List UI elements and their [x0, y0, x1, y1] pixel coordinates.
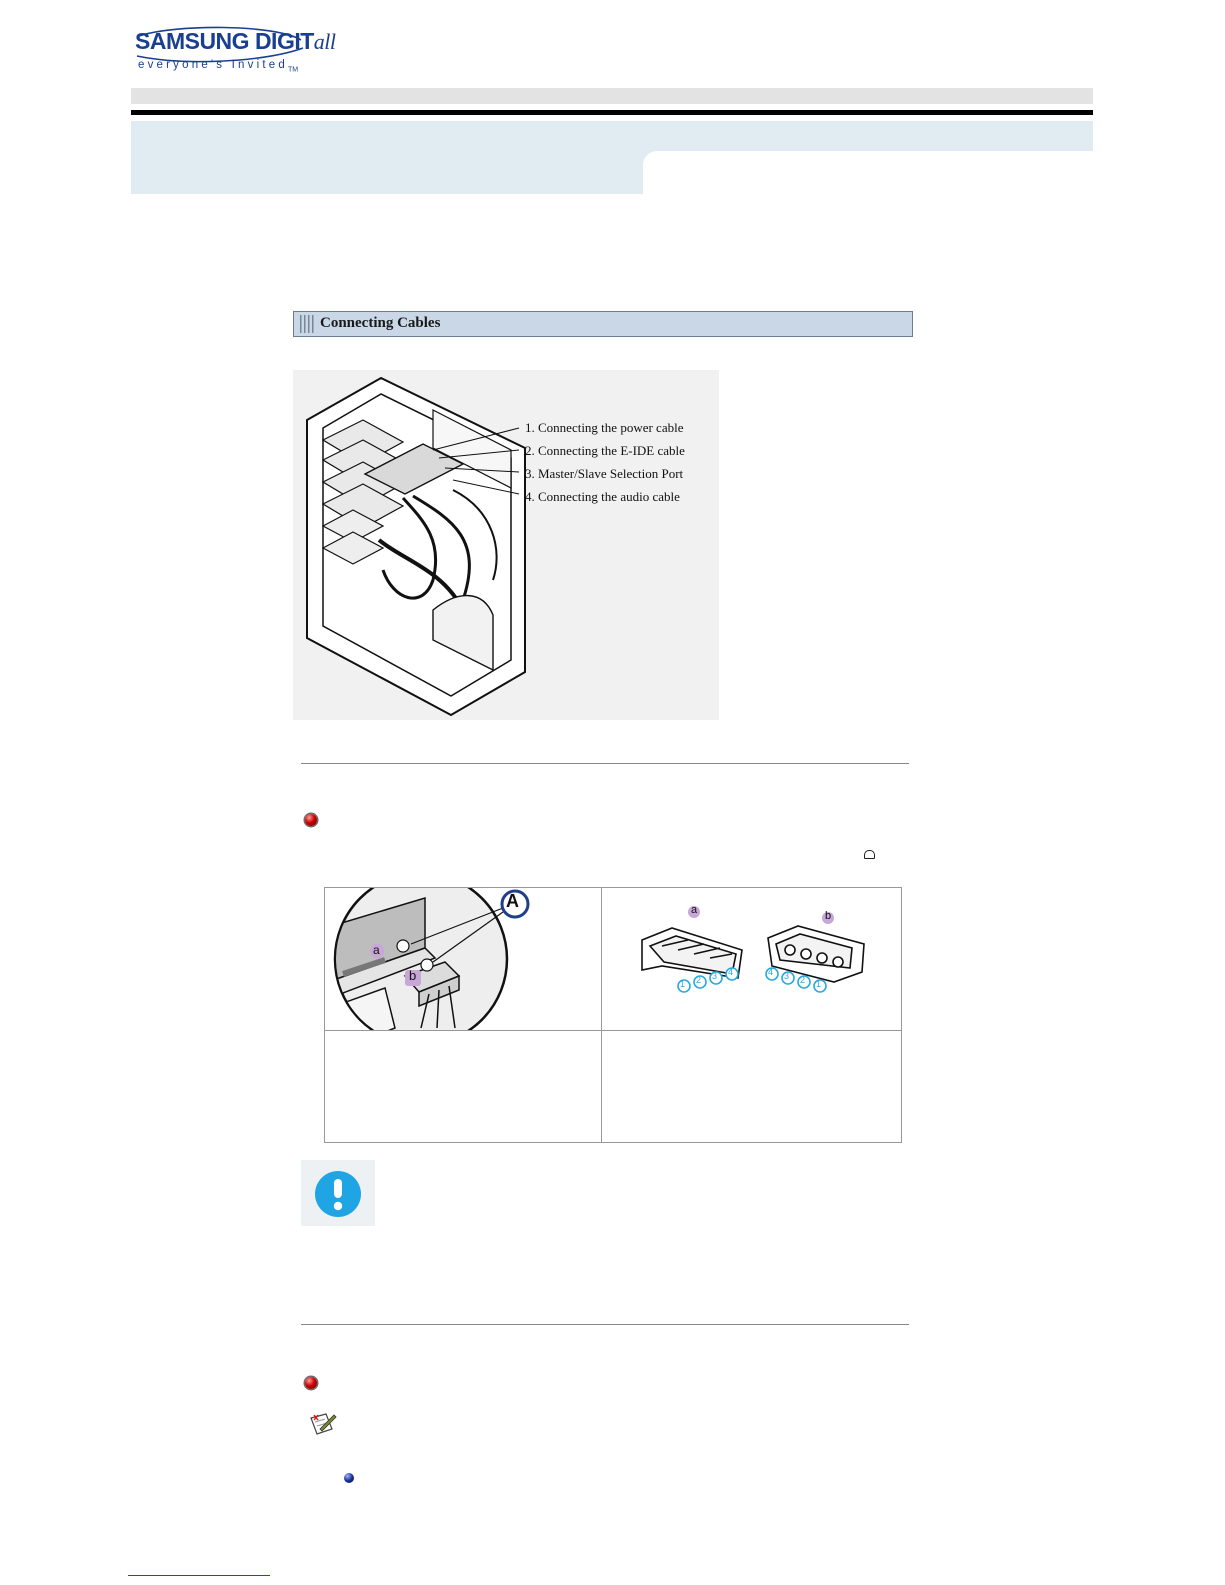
logo-tagline: everyone's Invited$_{TM}$ — [138, 59, 299, 74]
note-pencil-icon — [308, 1411, 338, 1437]
callout-a-letter: A — [506, 891, 519, 911]
pin-b-4: 4 — [768, 967, 774, 977]
callout-master-slave-port: 3. Master/Slave Selection Port — [525, 466, 684, 481]
table-divider-horizontal — [325, 1030, 901, 1031]
label-b-pinout: b — [825, 910, 832, 922]
warning-box — [301, 1160, 375, 1226]
pin-a-4: 4 — [728, 967, 734, 977]
power-connector-table — [324, 887, 902, 1143]
red-bullet-icon — [305, 1377, 317, 1389]
title-band-notch — [643, 151, 1095, 195]
red-bullet-icon — [305, 814, 317, 826]
stripes-icon — [300, 315, 314, 333]
label-a-pinout: a — [691, 904, 698, 916]
pin-a-3: 3 — [712, 971, 718, 981]
pin-b-1: 1 — [816, 979, 822, 989]
label-a-closeup: a — [373, 943, 380, 957]
pin-a-1: 1 — [680, 979, 686, 989]
header-gray-bar — [131, 88, 1093, 104]
logo-wordmark: SAMSUNG DIGITall — [135, 28, 336, 54]
pc-case-illustration — [293, 370, 719, 720]
pin-b-3: 3 — [784, 971, 790, 981]
footer-link-underline[interactable] — [128, 1575, 270, 1576]
connector-closeup-drawing — [325, 888, 601, 1030]
section-header — [293, 311, 913, 337]
connector-pinout-drawing — [602, 888, 902, 1030]
samsung-logo — [135, 26, 336, 82]
header-rule — [131, 110, 1093, 115]
divider — [301, 1324, 909, 1325]
callout-eide-cable: 2. Connecting the E-IDE cable — [525, 443, 685, 458]
label-b-closeup: b — [409, 968, 417, 983]
pin-b-2: 2 — [800, 975, 806, 985]
divider — [301, 763, 909, 764]
exclamation-icon — [301, 1160, 375, 1226]
blue-bullet-icon — [344, 1473, 354, 1483]
pin-a-2: 2 — [696, 975, 702, 985]
callout-audio-cable: 4. Connecting the audio cable — [525, 489, 680, 504]
drive-symbol-icon — [864, 850, 875, 859]
section-title: Connecting Cables — [320, 315, 441, 331]
callout-power-cable: 1. Connecting the power cable — [525, 420, 684, 435]
